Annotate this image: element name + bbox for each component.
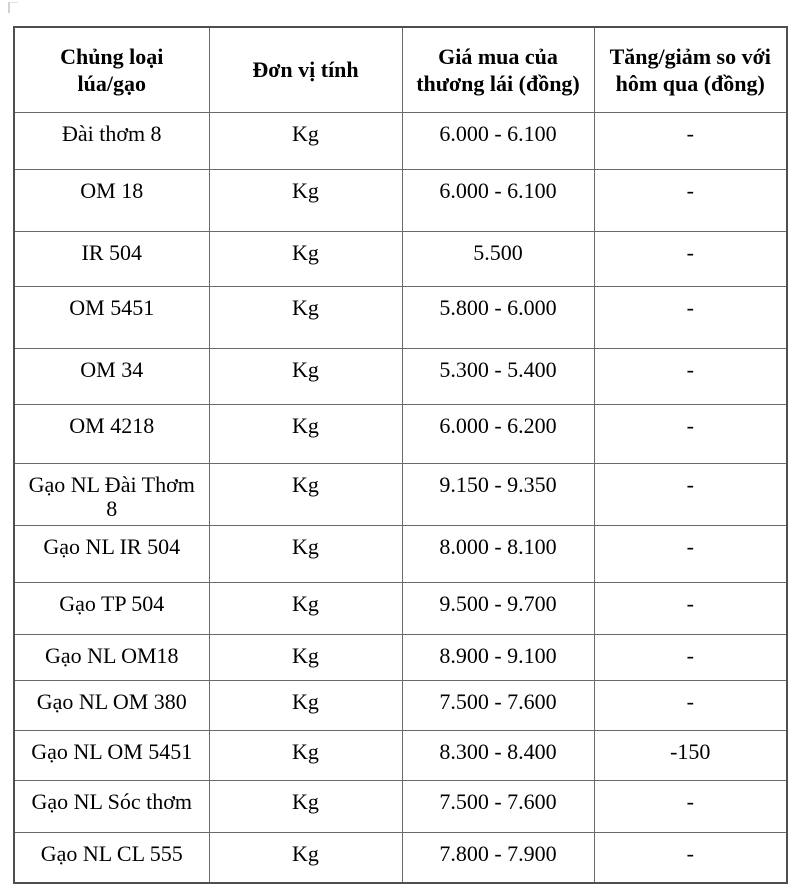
cell-variety: OM 5451 — [14, 287, 209, 349]
cell-price: 9.500 - 9.700 — [402, 583, 594, 635]
cell-unit: Kg — [209, 635, 402, 681]
cell-change: - — [594, 349, 787, 405]
header-price: Giá mua của thương lái (đồng) — [402, 27, 594, 113]
cell-variety: OM 18 — [14, 170, 209, 232]
header-variety: Chủng loại lúa/gạo — [14, 27, 209, 113]
cell-change: - — [594, 464, 787, 526]
cell-unit: Kg — [209, 833, 402, 883]
cell-unit: Kg — [209, 526, 402, 583]
table-row — [14, 833, 787, 883]
rice-price-table — [13, 26, 788, 884]
cell-price: 5.800 - 6.000 — [402, 287, 594, 349]
cell-unit: Kg — [209, 349, 402, 405]
header-unit: Đơn vị tính — [209, 27, 402, 113]
cell-variety: Gạo NL OM 380 — [14, 681, 209, 731]
table-row — [14, 526, 787, 583]
cell-variety: Gạo NL OM18 — [14, 635, 209, 681]
table-row — [14, 781, 787, 833]
cell-unit: Kg — [209, 170, 402, 232]
cell-unit: Kg — [209, 681, 402, 731]
cell-change: - — [594, 583, 787, 635]
cell-variety: Đài thơm 8 — [14, 113, 209, 170]
cell-variety: Gạo NL CL 555 — [14, 833, 209, 883]
cell-change: - — [594, 232, 787, 287]
cell-price: 5.300 - 5.400 — [402, 349, 594, 405]
table-header — [14, 27, 787, 113]
cell-variety: IR 504 — [14, 232, 209, 287]
stray-artifact-mark — [8, 2, 18, 13]
rice-price-table-container — [13, 26, 788, 884]
cell-variety: Gạo NL OM 5451 — [14, 731, 209, 781]
table-row — [14, 681, 787, 731]
cell-change: - — [594, 781, 787, 833]
table-row — [14, 635, 787, 681]
table-row — [14, 287, 787, 349]
cell-unit: Kg — [209, 113, 402, 170]
cell-variety: Gạo NL IR 504 — [14, 526, 209, 583]
table-row — [14, 405, 787, 464]
cell-price: 6.000 - 6.100 — [402, 170, 594, 232]
cell-price: 8.900 - 9.100 — [402, 635, 594, 681]
cell-unit: Kg — [209, 583, 402, 635]
cell-change: - — [594, 635, 787, 681]
table-row — [14, 464, 787, 526]
cell-variety: Gạo TP 504 — [14, 583, 209, 635]
cell-variety: OM 4218 — [14, 405, 209, 464]
cell-change: - — [594, 113, 787, 170]
table-row — [14, 731, 787, 781]
table-row — [14, 232, 787, 287]
cell-change: -150 — [594, 731, 787, 781]
cell-unit: Kg — [209, 405, 402, 464]
header-change: Tăng/giảm so với hôm qua (đồng) — [594, 27, 787, 113]
cell-change: - — [594, 833, 787, 883]
cell-price: 8.300 - 8.400 — [402, 731, 594, 781]
cell-price: 7.500 - 7.600 — [402, 681, 594, 731]
cell-change: - — [594, 681, 787, 731]
table-row — [14, 170, 787, 232]
cell-unit: Kg — [209, 731, 402, 781]
cell-unit: Kg — [209, 232, 402, 287]
cell-price: 6.000 - 6.200 — [402, 405, 594, 464]
cell-price: 7.500 - 7.600 — [402, 781, 594, 833]
cell-variety: Gạo NL Đài Thơm 8 — [14, 464, 209, 526]
table-row — [14, 113, 787, 170]
cell-price: 5.500 — [402, 232, 594, 287]
cell-variety: Gạo NL Sóc thơm — [14, 781, 209, 833]
cell-unit: Kg — [209, 287, 402, 349]
cell-price: 9.150 - 9.350 — [402, 464, 594, 526]
table-body — [14, 113, 787, 883]
cell-price: 6.000 - 6.100 — [402, 113, 594, 170]
cell-change: - — [594, 405, 787, 464]
cell-change: - — [594, 526, 787, 583]
table-row — [14, 349, 787, 405]
table-row — [14, 583, 787, 635]
cell-price: 7.800 - 7.900 — [402, 833, 594, 883]
cell-change: - — [594, 287, 787, 349]
cell-variety: OM 34 — [14, 349, 209, 405]
cell-unit: Kg — [209, 781, 402, 833]
header-row — [14, 27, 787, 113]
cell-price: 8.000 - 8.100 — [402, 526, 594, 583]
cell-change: - — [594, 170, 787, 232]
cell-unit: Kg — [209, 464, 402, 526]
